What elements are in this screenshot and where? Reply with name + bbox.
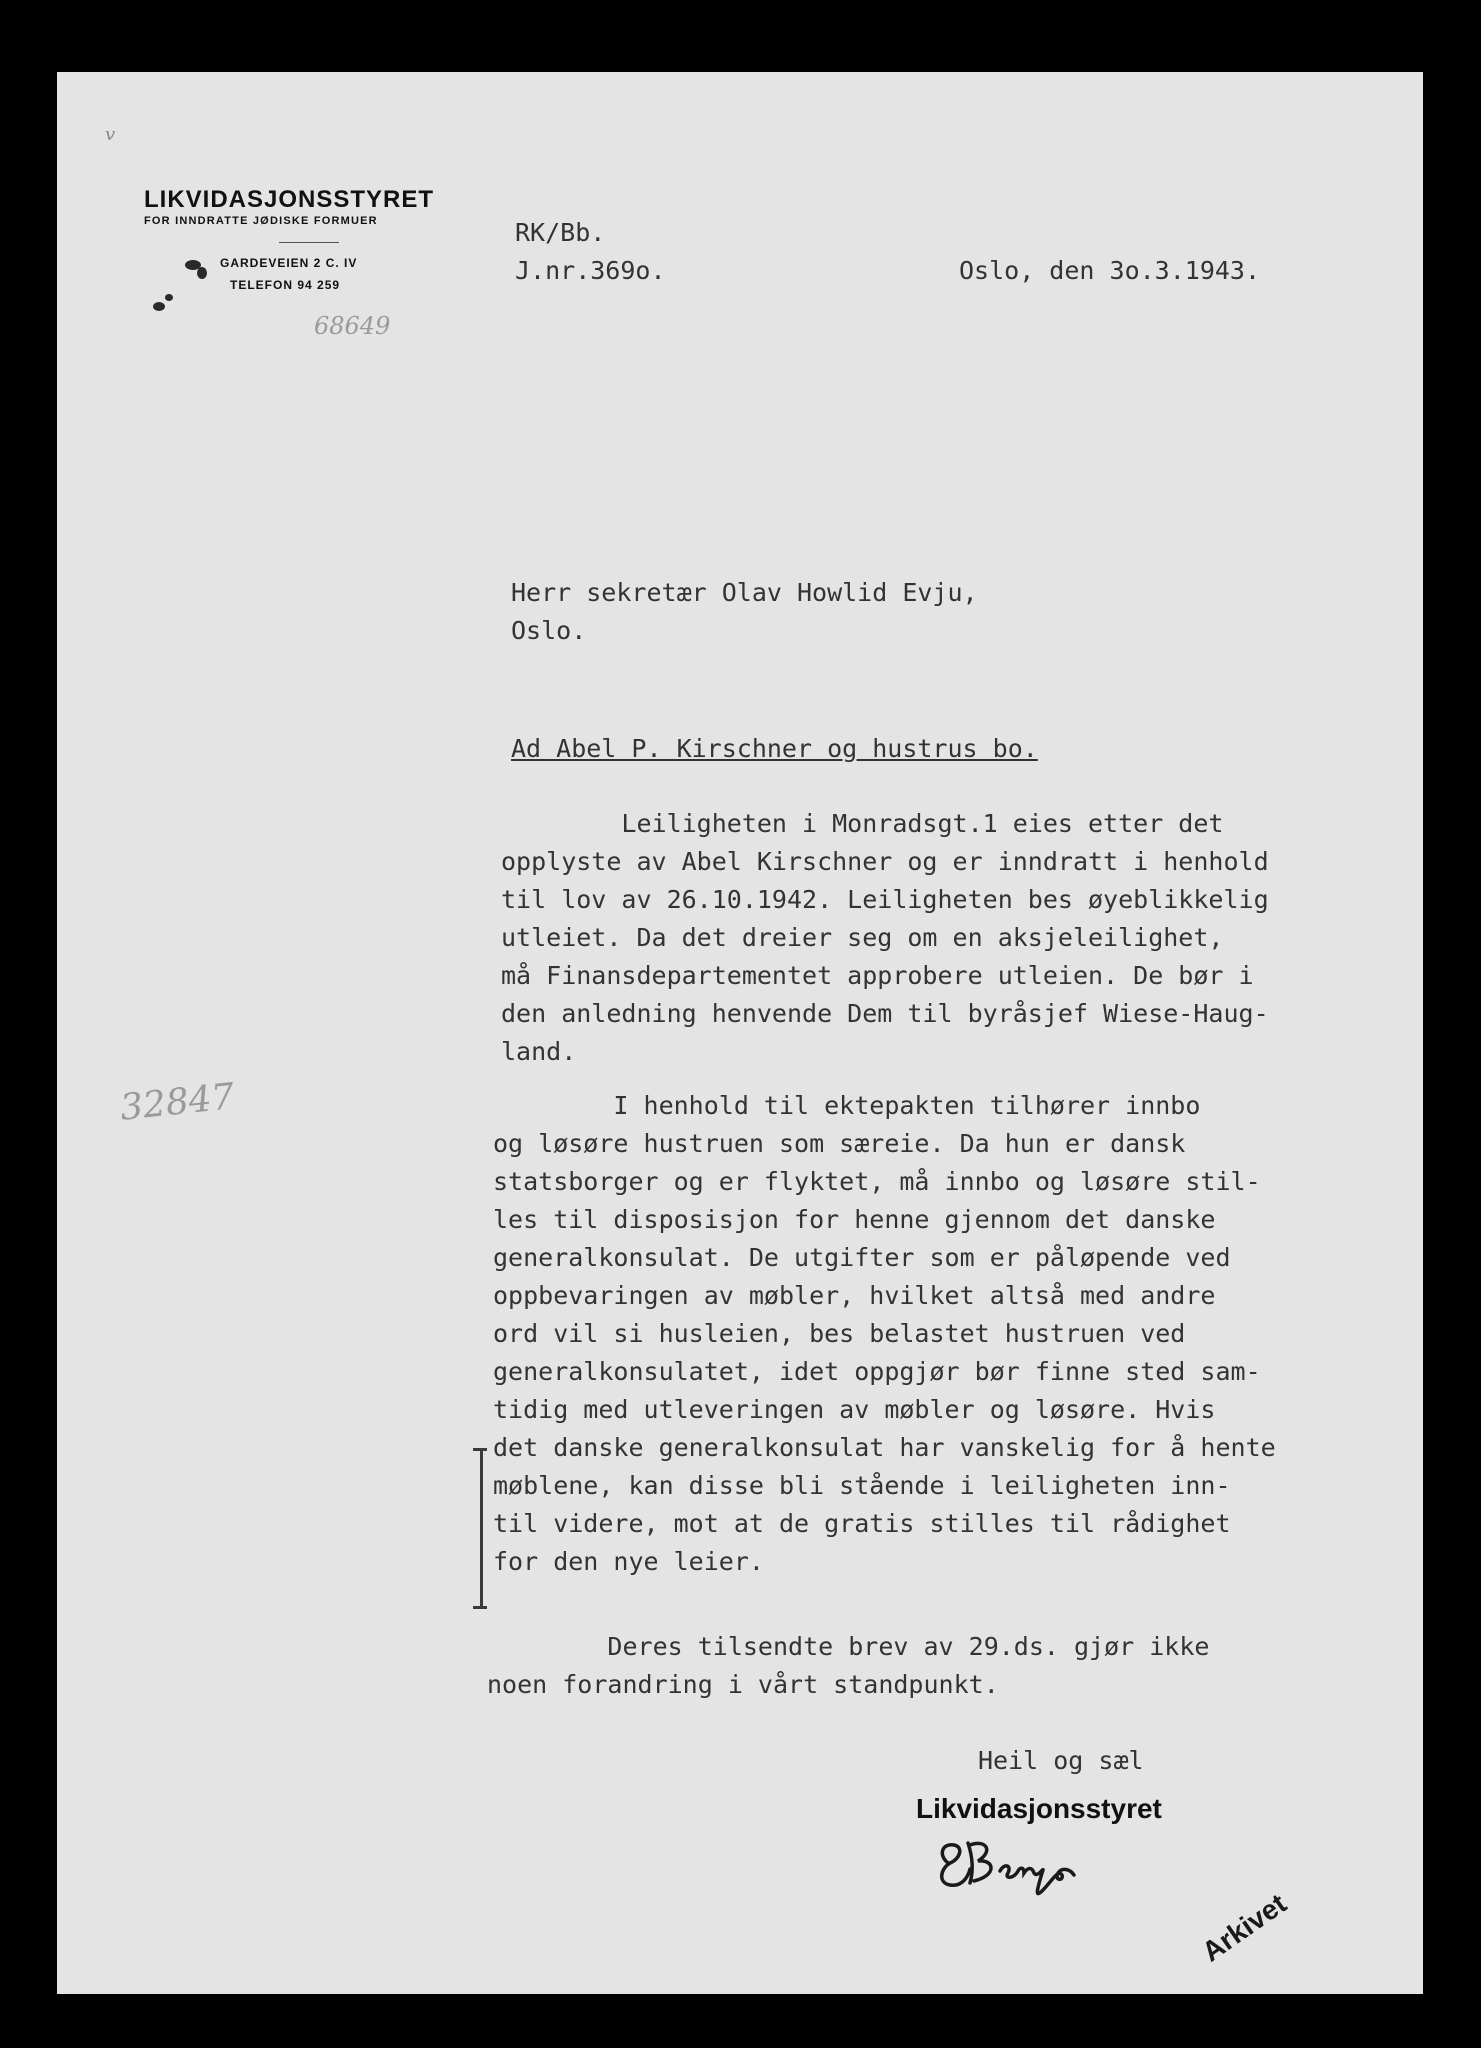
body-line: Leiligheten i Monradsgt.1 eies etter det <box>501 809 1224 838</box>
body-line: til lov av 26.10.1942. Leiligheten bes øyeblikkelig <box>501 885 1269 914</box>
body-line: den anledning henvende Dem til byråsjef Wiese-Haug- <box>501 999 1269 1028</box>
letterhead-phone: TELEFON 94 259 <box>230 278 341 292</box>
archive-stamp: Arkivet <box>1196 1887 1292 1968</box>
letterhead-address-block <box>220 252 499 296</box>
letter-page <box>57 72 1423 1994</box>
body-line: noen forandring i vårt standpunkt. <box>487 1670 999 1699</box>
body-line: generalkonsulatet, idet oppgjør bør finne sted sam- <box>493 1357 1261 1386</box>
journal-number: J.nr.369o. <box>515 256 666 285</box>
letterhead-divider <box>279 242 339 243</box>
body-line: tidig med utleveringen av møbler og løsøre. Hvis <box>493 1395 1216 1424</box>
handwritten-signature <box>934 1833 1084 1903</box>
body-line: generalkonsulat. De utgifter som er påløpende ved <box>493 1243 1231 1272</box>
place-date: Oslo, den 3o.3.1943. <box>959 256 1261 285</box>
body-line: land. <box>501 1037 577 1066</box>
ink-blot <box>153 302 165 311</box>
letterhead-address: GARDEVEIEN 2 C. IV <box>220 256 358 270</box>
body-line: må Finansdepartementet approbere utleien. De bør i <box>501 961 1254 990</box>
pencil-number-top: 68649 <box>314 312 391 340</box>
margin-bracket-bottom <box>473 1606 487 1609</box>
pencil-number-margin: 32847 <box>118 1076 237 1129</box>
body-line: ord vil si husleien, bes belastet hustruen ved <box>493 1319 1186 1348</box>
closing-greeting: Heil og sæl <box>978 1746 1144 1775</box>
body-line: det danske generalkonsulat har vanskelig for å hente <box>493 1433 1276 1462</box>
body-line: oppbevaringen av møbler, hvilket altså med andre <box>493 1281 1216 1310</box>
letterhead-name: LIKVIDASJONSSTYRET <box>144 186 435 213</box>
ink-blot <box>165 294 173 301</box>
reference-initials: RK/Bb. <box>515 218 606 247</box>
letterhead <box>144 186 499 296</box>
body-line: møblene, kan disse bli stående i leiligheten inn- <box>493 1471 1231 1500</box>
body-line: utleiet. Da det dreier seg om en aksjeleilighet, <box>501 923 1224 952</box>
corner-scribble: ⅴ <box>105 124 116 145</box>
body-line: for den nye leier. <box>493 1547 764 1576</box>
letterhead-subtitle: FOR INNDRATTE JØDISKE FORMUER <box>144 215 378 227</box>
margin-bracket <box>480 1448 483 1609</box>
ink-blot <box>197 267 207 279</box>
body-line: til videre, mot at de gratis stilles til rådighet <box>493 1509 1231 1538</box>
body-line: Deres tilsendte brev av 29.ds. gjør ikke <box>487 1632 1210 1661</box>
body-line: statsborger og er flyktet, må innbo og løsøre stil- <box>493 1167 1261 1196</box>
body-line: og løsøre hustruen som særeie. Da hun er dansk <box>493 1129 1186 1158</box>
margin-bracket-top <box>473 1448 487 1451</box>
recipient-city: Oslo. <box>511 616 587 645</box>
subject-line: Ad Abel P. Kirschner og hustrus bo. <box>511 734 1038 763</box>
body-line: opplyste av Abel Kirschner og er inndratt i henhold <box>501 847 1269 876</box>
recipient-name: Herr sekretær Olav Howlid Evju, <box>511 578 978 607</box>
body-line: les til disposisjon for henne gjennom det danske <box>493 1205 1216 1234</box>
closing-organization-stamp: Likvidasjonsstyret <box>916 1793 1162 1824</box>
body-line: I henhold til ektepakten tilhører innbo <box>493 1091 1201 1120</box>
